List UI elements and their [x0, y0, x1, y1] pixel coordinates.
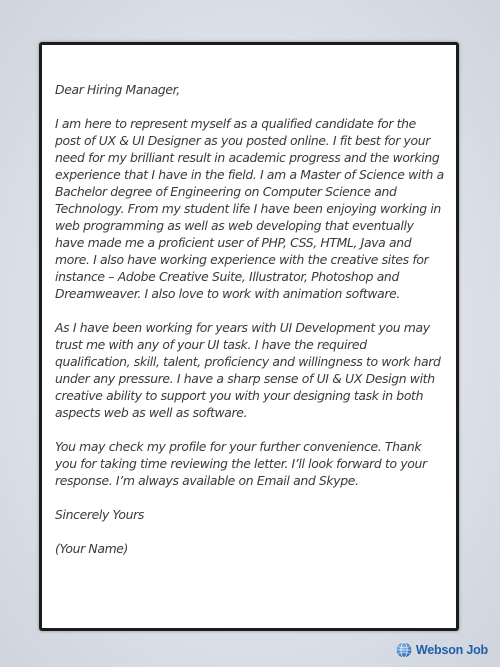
body-paragraph-1: I am here to represent myself as a qualified candidate for the post of UX & UI Designer as you posted online. I fit best for your need for my brilliant result in academic progress and the working experience that I have in the field. I am a Master of Science with a Bachelor degree of Engineering on Computer Science and Technology. From my student life I have been enjoying working in web programming as well as web developing that eventually have made me a proficient user of PHP, CSS, HTML, Java and more. I also have working experience with the creative sites for instance – Adobe Creative Suite, Illustrator, Photoshop and Dreamweaver. I also love to work with animation software. [55, 116, 444, 301]
closing: Sincerely Yours [55, 507, 144, 522]
salutation: Dear Hiring Manager, [55, 82, 180, 97]
body-paragraph-2: As I have been working for years with UI Development you may trust me with any of your UI task. I have the required qualification, skill, talent, proficiency and willingness to work hard under any pressure. I have a sharp sense of UI & UX Design with creative ability to support you with your designing task in both aspects web as well as software. [55, 320, 441, 420]
cover-letter [39, 42, 459, 631]
signature: (Your Name) [55, 541, 129, 556]
watermark-brand-text: Webson Job [415, 643, 488, 657]
globe-icon [396, 642, 412, 658]
watermark-logo [396, 639, 488, 661]
body-paragraph-3: You may check my profile for your further convenience. Thank you for taking time reviewing the letter. I’ll look forward to your response. I’m always available on Email and Skype. [55, 439, 427, 488]
